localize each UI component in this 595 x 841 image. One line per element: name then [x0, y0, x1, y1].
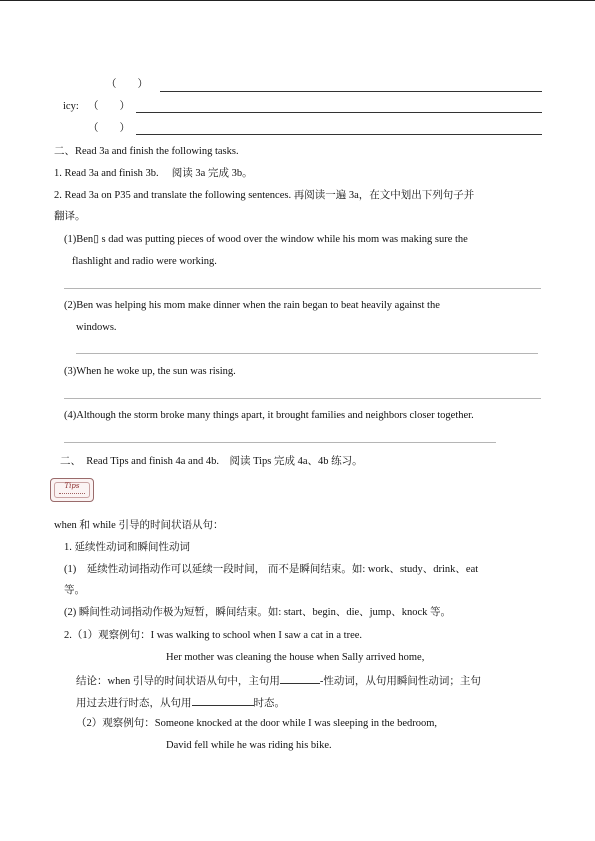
point-2b-example-2: David fell while he was riding his bike. [166, 740, 332, 751]
point-1b: (2) 瞬间性动词指动作极为短暂，瞬间结束。如: start、begin、die、jump、knock 等。 [64, 607, 452, 618]
conclusion-2-part-a: 用过去进行时态，从句用 [76, 698, 192, 709]
sentence-1-line-1: (1)Ben▯ s dad was putting pieces of wood over the window while his mom was making sure the [64, 234, 468, 245]
point-1a-line-1: (1) 延续性动词指动作可以延续一段时间， 而不是瞬间结束。如: work、study、drink、eat [64, 564, 479, 575]
page-top-border [0, 0, 595, 1]
point-1-title: 1. 延续性动词和瞬间性动词 [64, 542, 190, 553]
conclusion-1-part-b: -性动词，从句用瞬间性动词；主句 [319, 676, 481, 687]
point-1a-line-2: 等。 [64, 585, 85, 596]
answer-line-2[interactable] [136, 112, 542, 113]
conclusion-1-part-a: 结论：when 引导的时间状语从句中，主句用 [76, 676, 280, 687]
blank-verb-type[interactable] [280, 673, 320, 684]
translation-line-4[interactable] [64, 442, 496, 443]
paren-blank-3: （ ） [88, 123, 130, 134]
paren-blank-2: （ ） [88, 101, 130, 112]
task-2-line-1: 2. Read 3a on P35 and translate the following sentences. 再阅读一遍 3a，在文中划出下列句子并 [54, 190, 475, 201]
translation-line-1[interactable] [64, 288, 541, 289]
conclusion-line-1 [76, 673, 481, 689]
paren-blank-1: （ ） [106, 79, 148, 90]
tips-intro: when 和 while 引导的时间状语从句： [54, 520, 224, 531]
point-2-title: 2.（1）观察例句：I was walking to school when I saw a cat in a tree. [64, 630, 363, 641]
translation-line-2[interactable] [76, 353, 538, 354]
blank-tense[interactable] [192, 695, 254, 706]
sentence-2-line-2: windows. [76, 322, 117, 333]
tips-badge-label: Tips [64, 482, 80, 490]
task-2-line-2: 翻译。 [54, 211, 86, 222]
icy-label: icy: [63, 101, 79, 112]
answer-line-3[interactable] [136, 134, 542, 135]
translation-line-3[interactable] [64, 398, 541, 399]
tips-badge-icon [50, 478, 94, 502]
answer-line-1[interactable] [160, 91, 542, 92]
sentence-1-line-2: flashlight and radio were working. [72, 256, 217, 267]
conclusion-2-part-b: 时态。 [253, 698, 285, 709]
section-heading-tips: 二、 Read Tips and finish 4a and 4b. 阅读 Tips 完成 4a、4b 练习。 [60, 456, 363, 467]
sentence-3: (3)When he woke up, the sun was rising. [64, 366, 236, 377]
sentence-4: (4)Although the storm broke many things apart, it brought families and neighbors closer together. [64, 410, 474, 421]
task-1: 1. Read 3a and finish 3b. 阅读 3a 完成 3b。 [54, 168, 253, 179]
point-2-example-2: Her mother was cleaning the house when Sally arrived home, [166, 652, 425, 663]
sentence-2-line-1: (2)Ben was helping his mom make dinner when the rain began to beat heavily against the [64, 300, 440, 311]
point-2b-title: （2）观察例句：Someone knocked at the door while I was sleeping in the bedroom, [76, 718, 438, 729]
section-heading-read3a: 二、Read 3a and finish the following tasks. [54, 146, 239, 157]
conclusion-line-2 [76, 695, 285, 711]
